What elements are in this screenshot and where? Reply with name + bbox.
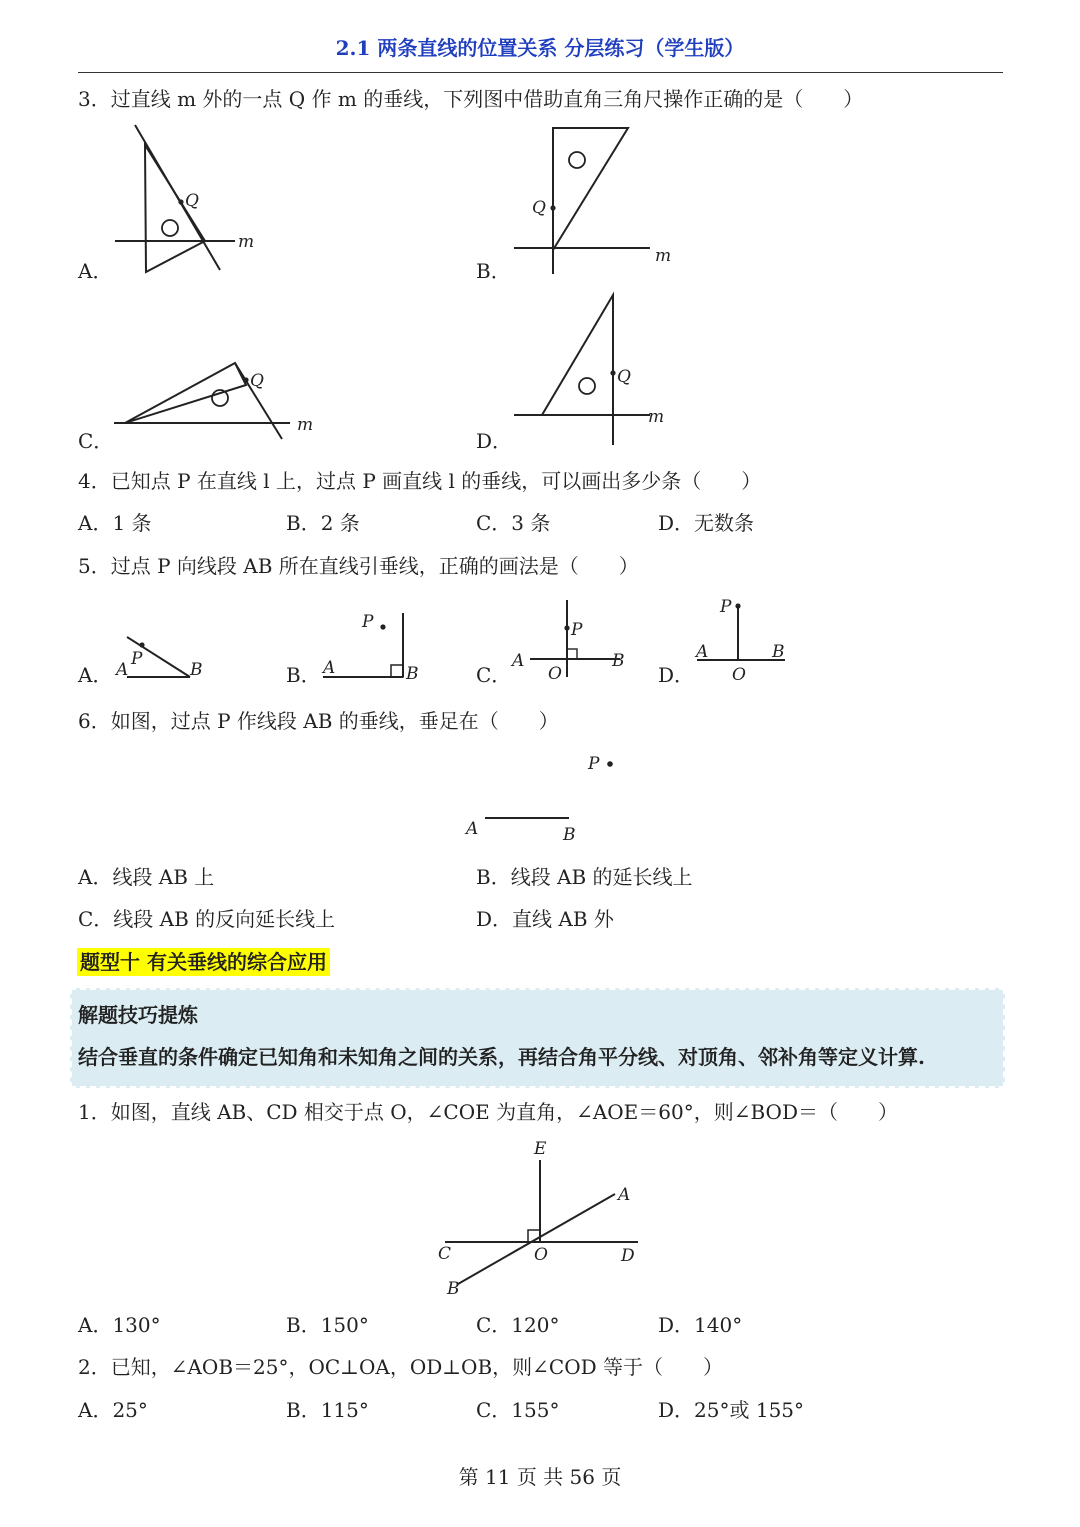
page-header-title: 2.1 两条直线的位置关系 分层练习（学生版） xyxy=(335,36,745,60)
p1-label-a: A xyxy=(618,1185,631,1205)
q5-option-d-label: D． xyxy=(658,663,695,687)
q4-stem: 4．已知点 P 在直线 l 上，过点 P 画直线 l 的垂线，可以画出多少条（ ） xyxy=(78,469,762,493)
p2-option-c: C．155° xyxy=(476,1398,560,1422)
tips-heading: 解题技巧提炼 xyxy=(78,1003,198,1027)
q3b-label-m: m xyxy=(655,246,672,266)
q3d-label-q: Q xyxy=(617,367,631,387)
q4-option-a: A．1 条 xyxy=(78,511,152,535)
q3c-label-q: Q xyxy=(250,371,264,391)
q3-option-b-label: B． xyxy=(476,259,511,283)
p1-option-c: C．120° xyxy=(476,1313,560,1337)
q5c-label-o: O xyxy=(548,664,562,684)
p1-label-b: B xyxy=(447,1279,460,1299)
q3-option-c-label: C． xyxy=(78,429,114,453)
q6-option-a: A．线段 AB 上 xyxy=(78,865,215,889)
q5-stem: 5．过点 P 向线段 AB 所在直线引垂线，正确的画法是（ ） xyxy=(78,554,639,578)
q3-figure-a xyxy=(110,120,270,280)
section-title-highlight: 题型十 有关垂线的综合应用 xyxy=(77,948,330,976)
q6-stem: 6．如图，过点 P 作线段 AB 的垂线，垂足在（ ） xyxy=(78,709,559,733)
q5-option-a-label: A． xyxy=(78,663,113,687)
tips-box xyxy=(70,988,1005,1088)
q3-option-d-label: D． xyxy=(476,429,513,453)
q5c-label-a: A xyxy=(512,651,525,671)
q5-figure-a xyxy=(110,630,220,690)
q5c-label-p: P xyxy=(571,620,583,640)
p1-option-d: D．140° xyxy=(658,1313,743,1337)
q4-option-c: C．3 条 xyxy=(476,511,551,535)
q3a-label-m: m xyxy=(238,232,255,252)
q5a-label-a: A xyxy=(116,660,129,680)
q6-figure xyxy=(455,745,635,850)
q5a-label-p: P xyxy=(131,649,143,669)
q3b-label-q: Q xyxy=(532,198,546,218)
q6-label-a: A xyxy=(466,819,479,839)
q5d-label-o: O xyxy=(732,665,746,685)
header-rule xyxy=(78,72,1003,73)
q5d-label-b: B xyxy=(772,642,785,662)
q5-figure-d xyxy=(690,592,800,687)
p1-label-c: C xyxy=(438,1244,452,1264)
p1-label-o: O xyxy=(534,1245,548,1265)
q3a-label-q: Q xyxy=(185,191,199,211)
q6-label-b: B xyxy=(563,825,576,845)
p2-stem: 2．已知，∠AOB＝25°，OC⊥OA，OD⊥OB，则∠COD 等于（ ） xyxy=(78,1355,723,1379)
page-footer: 第 11 页 共 56 页 xyxy=(458,1465,622,1489)
q4-option-b: B．2 条 xyxy=(286,511,360,535)
q5d-label-a: A xyxy=(696,642,709,662)
q3d-label-m: m xyxy=(648,407,665,427)
q5-option-c-label: C． xyxy=(476,663,512,687)
p2-option-b: B．115° xyxy=(286,1398,369,1422)
q5c-label-b: B xyxy=(612,651,625,671)
q4-option-d: D．无数条 xyxy=(658,511,755,535)
q3-figure-c xyxy=(110,355,320,455)
p1-option-a: A．130° xyxy=(78,1313,161,1337)
p2-option-d: D．25°或 155° xyxy=(658,1398,805,1422)
q5-figure-c xyxy=(508,595,638,685)
q5a-label-b: B xyxy=(190,660,203,680)
q6-option-b: B．线段 AB 的延长线上 xyxy=(476,865,693,889)
p1-figure xyxy=(430,1132,650,1302)
q5d-label-p: P xyxy=(720,597,732,617)
p1-stem: 1．如图，直线 AB、CD 相交于点 O，∠COE 为直角，∠AOE＝60°，则∠BOD＝（ ） xyxy=(78,1100,898,1124)
tips-body: 结合垂直的条件确定已知角和未知角之间的关系，再结合角平分线、对顶角、邻补角等定义计算. xyxy=(78,1045,925,1069)
p2-option-a: A．25° xyxy=(78,1398,148,1422)
q3-figure-b xyxy=(510,120,680,280)
q5b-label-a: A xyxy=(323,658,336,678)
q5b-label-p: P xyxy=(362,612,374,632)
q3-figure-d xyxy=(510,290,680,455)
q5-option-b-label: B． xyxy=(286,663,321,687)
p1-label-d: D xyxy=(621,1246,635,1266)
p1-option-b: B．150° xyxy=(286,1313,369,1337)
q3-stem: 3．过直线 m 外的一点 Q 作 m 的垂线，下列图中借助直角三角尺操作正确的是（ ） xyxy=(78,87,864,111)
p1-label-e: E xyxy=(534,1139,547,1159)
q6-label-p: P xyxy=(588,754,600,774)
q5b-label-b: B xyxy=(406,664,419,684)
q5-figure-b xyxy=(318,605,428,690)
q6-option-d: D．直线 AB 外 xyxy=(476,907,614,931)
q3c-label-m: m xyxy=(297,415,314,435)
q6-option-c: C．线段 AB 的反向延长线上 xyxy=(78,907,336,931)
q3-option-a-label: A． xyxy=(78,259,113,283)
